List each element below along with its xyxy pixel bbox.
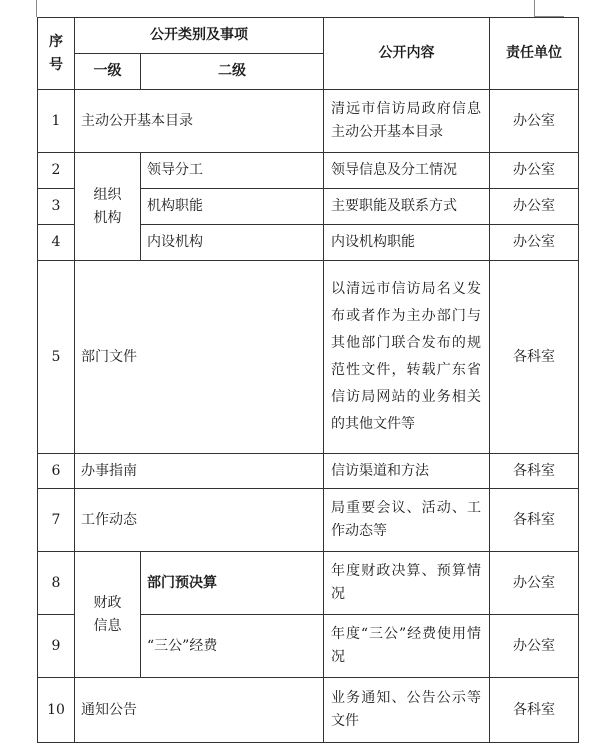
row-number: 1 bbox=[38, 90, 75, 153]
row-number: 4 bbox=[38, 225, 75, 261]
row-level2: “三公”经费 bbox=[141, 615, 324, 678]
table-row bbox=[38, 90, 579, 153]
group-label: 财政信息 bbox=[93, 594, 122, 634]
header-level2: 二级 bbox=[141, 54, 324, 90]
row-number: 10 bbox=[38, 678, 75, 743]
row-level1: 部门文件 bbox=[75, 261, 324, 454]
row-content: 业务通知、公告公示等文件 bbox=[324, 678, 490, 743]
row-dept: 各科室 bbox=[490, 261, 579, 454]
header-seq bbox=[38, 18, 75, 90]
row-level1: 通知公告 bbox=[75, 678, 324, 743]
row-dept: 办公室 bbox=[490, 90, 579, 153]
row-number: 8 bbox=[38, 552, 75, 615]
row-content: 主要职能及联系方式 bbox=[324, 189, 490, 225]
row-content: 局重要会议、活动、工作动态等 bbox=[324, 489, 490, 552]
crop-mark-right bbox=[534, 0, 535, 17]
table-row bbox=[38, 678, 579, 743]
row-number: 5 bbox=[38, 261, 75, 454]
row-level2: 领导分工 bbox=[141, 153, 324, 189]
row-dept: 办公室 bbox=[490, 552, 579, 615]
row-content: 年度财政决算、预算情况 bbox=[324, 552, 490, 615]
row-content: 内设机构职能 bbox=[324, 225, 490, 261]
table-row bbox=[38, 261, 579, 454]
row-group-org bbox=[75, 153, 141, 261]
header-category: 公开类别及事项 bbox=[75, 18, 324, 54]
header-row-1 bbox=[38, 18, 579, 54]
row-content: 清远市信访局政府信息主动公开基本目录 bbox=[324, 90, 490, 153]
row-level1: 办事指南 bbox=[75, 454, 324, 489]
crop-mark-left bbox=[36, 0, 37, 17]
header-dept: 责任单位 bbox=[490, 18, 579, 90]
row-number: 6 bbox=[38, 454, 75, 489]
table-row bbox=[38, 489, 579, 552]
row-level1: 工作动态 bbox=[75, 489, 324, 552]
row-content: 年度“三公”经费使用情况 bbox=[324, 615, 490, 678]
table-row bbox=[38, 153, 579, 189]
table-row bbox=[38, 552, 579, 615]
header-seq-label: 序号 bbox=[49, 33, 63, 73]
row-level2: 机构职能 bbox=[141, 189, 324, 225]
table-row bbox=[38, 454, 579, 489]
row-level2: 部门预决算 bbox=[141, 552, 324, 615]
row-number: 9 bbox=[38, 615, 75, 678]
header-level1: 一级 bbox=[75, 54, 141, 90]
row-dept: 各科室 bbox=[490, 489, 579, 552]
row-level2: 内设机构 bbox=[141, 225, 324, 261]
row-dept: 办公室 bbox=[490, 189, 579, 225]
row-dept: 各科室 bbox=[490, 454, 579, 489]
row-number: 7 bbox=[38, 489, 75, 552]
row-number: 2 bbox=[38, 153, 75, 189]
disclosure-table bbox=[37, 17, 579, 743]
row-number: 3 bbox=[38, 189, 75, 225]
row-dept: 办公室 bbox=[490, 153, 579, 189]
row-group-finance bbox=[75, 552, 141, 678]
row-dept: 各科室 bbox=[490, 678, 579, 743]
row-dept: 办公室 bbox=[490, 225, 579, 261]
row-level1: 主动公开基本目录 bbox=[75, 90, 324, 153]
group-label: 组织机构 bbox=[93, 186, 122, 226]
row-content: 信访渠道和方法 bbox=[324, 454, 490, 489]
header-content: 公开内容 bbox=[324, 18, 490, 90]
row-content: 以清远市信访局名义发布或者作为主办部门与其他部门联合发布的规范性文件，转载广东省信访局网站的业务相关的其他文件等 bbox=[324, 261, 490, 454]
row-dept: 办公室 bbox=[490, 615, 579, 678]
row-content: 领导信息及分工情况 bbox=[324, 153, 490, 189]
